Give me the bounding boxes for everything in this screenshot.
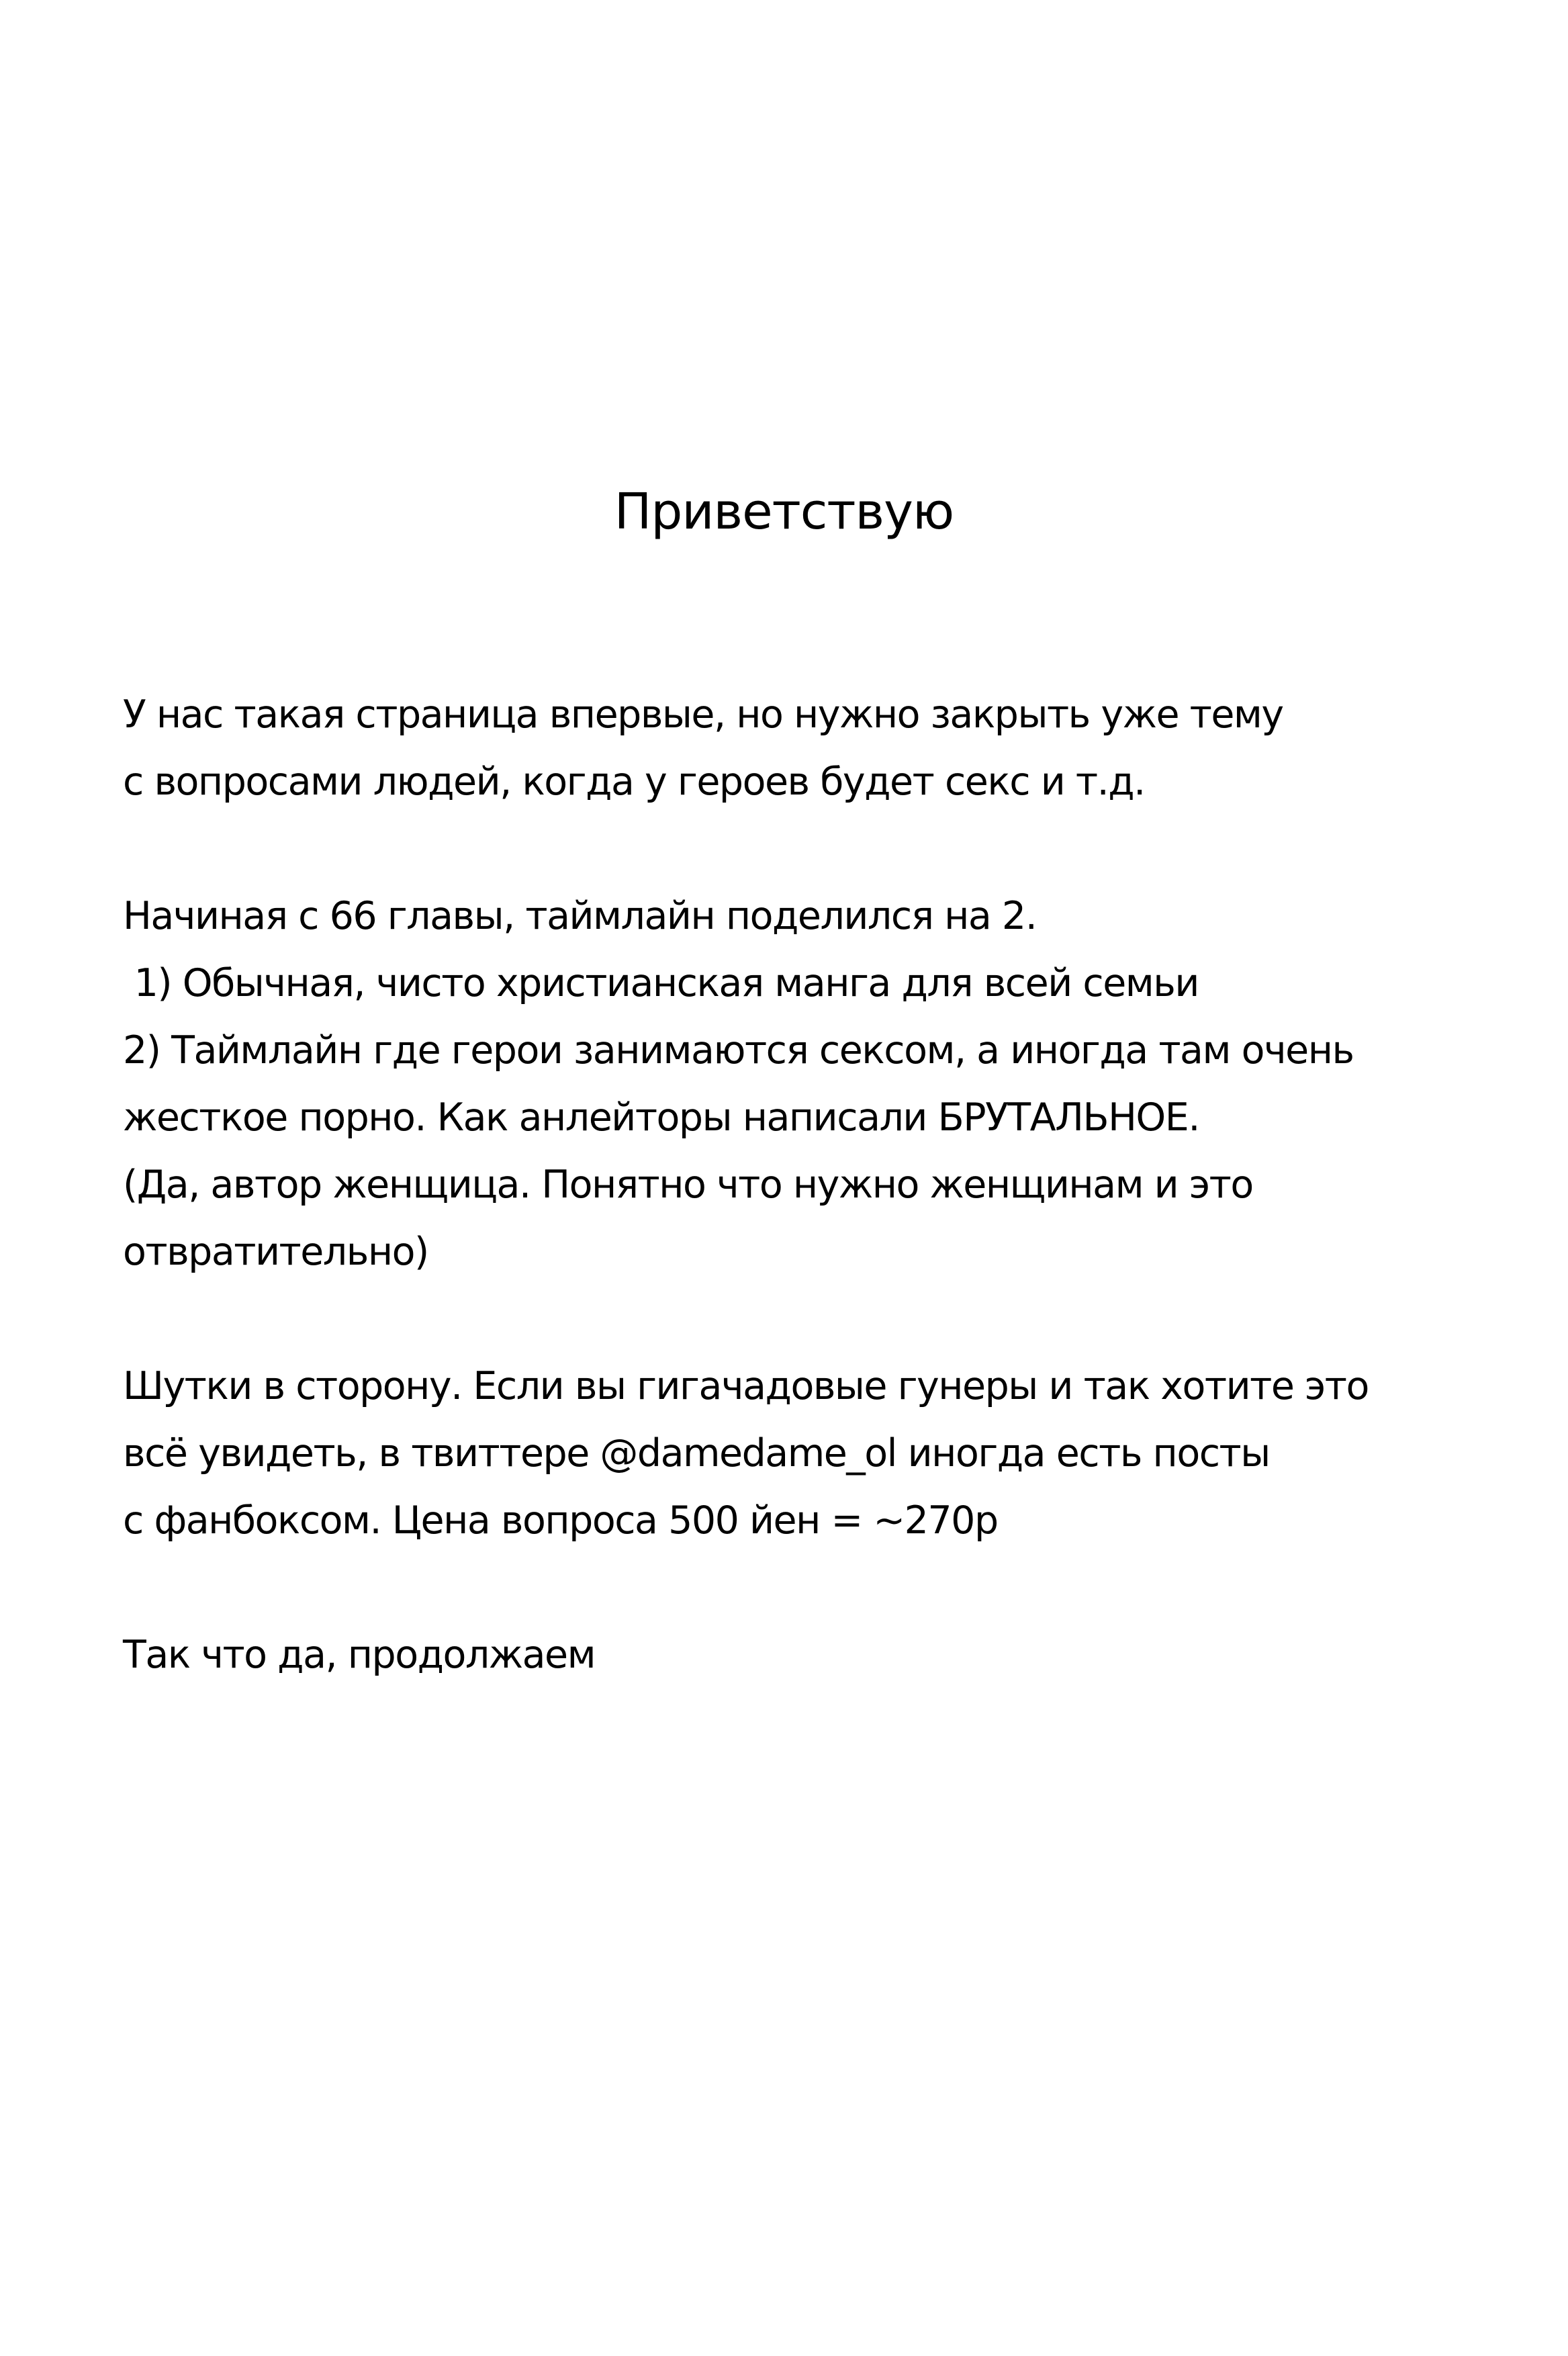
text-line: (Да, автор женщица. Понятно что нужно женщинам и это <box>123 1163 1253 1207</box>
paragraph-timelines <box>123 882 1533 1285</box>
text-line: всё увидеть, в твиттере @damedame_ol иногда есть посты <box>123 1431 1270 1476</box>
text-line: Так что да, продолжаем <box>123 1633 596 1677</box>
text-line: отвратительно) <box>123 1230 428 1274</box>
text-line: 2) Таймлайн где герои занимаются сексом, а иногда там очень <box>123 1028 1354 1073</box>
paragraph-closing <box>123 1621 1533 1688</box>
text-line: Начиная с 66 главы, таймлайн поделился на 2. <box>123 894 1037 938</box>
page-title: Приветствую <box>614 483 954 541</box>
text-line: с фанбоксом. Цена вопроса 500 йен = ~270р <box>123 1498 998 1543</box>
text-line: У нас такая страница впервые, но нужно закрыть уже тему <box>123 692 1283 737</box>
text-line: Шутки в сторону. Если вы гигачадовые гунеры и так хотите это <box>123 1364 1369 1408</box>
paragraph-jokes-aside <box>123 1353 1533 1554</box>
text-line: 1) Обычная, чисто христианская манга для всей семьи <box>123 961 1199 1005</box>
text-line: с вопросами людей, когда у героев будет секс и т.д. <box>123 760 1145 804</box>
paragraph-intro <box>123 681 1533 815</box>
text-line: жесткое порно. Как анлейторы написали БРУТАЛЬНОЕ. <box>123 1095 1199 1140</box>
message-body <box>123 681 1533 1688</box>
